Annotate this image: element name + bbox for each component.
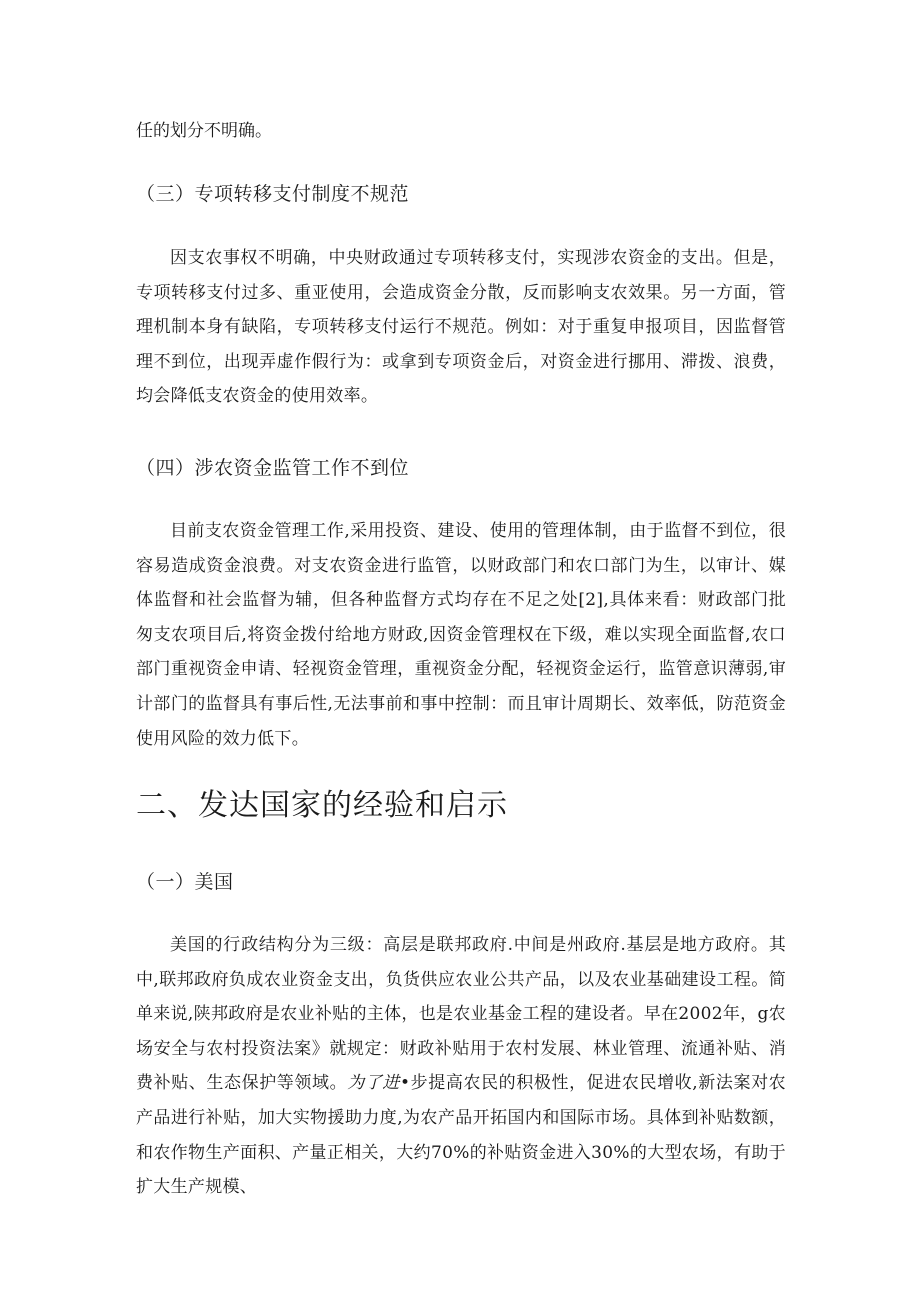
heading-usa: （一）美国 [136,871,234,893]
heading-section-4: （四）涉农资金监管工作不到位 [136,457,410,479]
heading-section-3: （三）专项转移支付制度不规范 [136,183,410,205]
section-heading-developed-countries: 二、发达国家的经验和启示 [136,788,508,823]
paragraph-supervision: 目前支农资金管理工作,采用投资、建设、使用的管理体制，由于监督不到位，很容易造成资金浪费。对支农资金进行监管，以财政部门和农口部门为生，以审计、媒体监督和社会监督为辅，但各种监督方式均存在不足之处[2],具体来看：财政部门批匆支农项目后,将资金拨付给地方财政,因资金管理权在下级，难以实现全面监督,农口部门重视资金申请、轻视资金管理，重视资金分配，轻视资金运行，监管意识薄弱,审计部门的监督具有事后性,无法事前和事中控制：而且审计周期长、效率低，防范资金使用风险的效力低下。 [136,521,786,749]
paragraph-special-transfer: 因支农事权不明确，中央财政通过专项转移支付，实现涉农资金的支出。但是，专项转移支付过多、重亚使用，会造成资金分散，反而影响支农效果。另一方面，管理机制本身有缺陷，专项转移支付运行不规范。例如：对于重复申报项目，因监督管理不到位，出现弄虚作假行为：或拿到专项资金后，对资金进行挪用、滞拨、浪费，均会降低支农资金的使用效率。 [136,248,786,407]
paragraph-usa-italic-fragment: 为了进• [347,1073,411,1094]
continuation-line: 任的划分不明确。 [136,121,272,141]
paragraph-usa-part-2: 步提高农民的积极性，促进农民增收,新法案对农产品进行补贴，加大实物援助力度,为农产品开拓国内和国际市场。具体到补贴数额，和农作物生产面积、产量正相关，大约70%的补贴资金进入30%的大型农场，有助于扩大生产规模、 [136,1073,786,1198]
paragraph-usa [136,928,786,1205]
paragraph-usa-part-1: 美国的行政结构分为三级：高层是联邦政府.中间是州政府.基层是地方政府。其中,联邦政府负成农业资金支出，负货供应农业公共产品，以及农业基础建设工程。简单来说,陕邦政府是农业补贴的主体，也是农业基金工程的建设者。早在2002年，g农场安全与农村投资法案》就规定：财政补贴用于农村发展、林业管理、流通补贴、消费补贴、生态保护等领域。 [136,935,786,1094]
